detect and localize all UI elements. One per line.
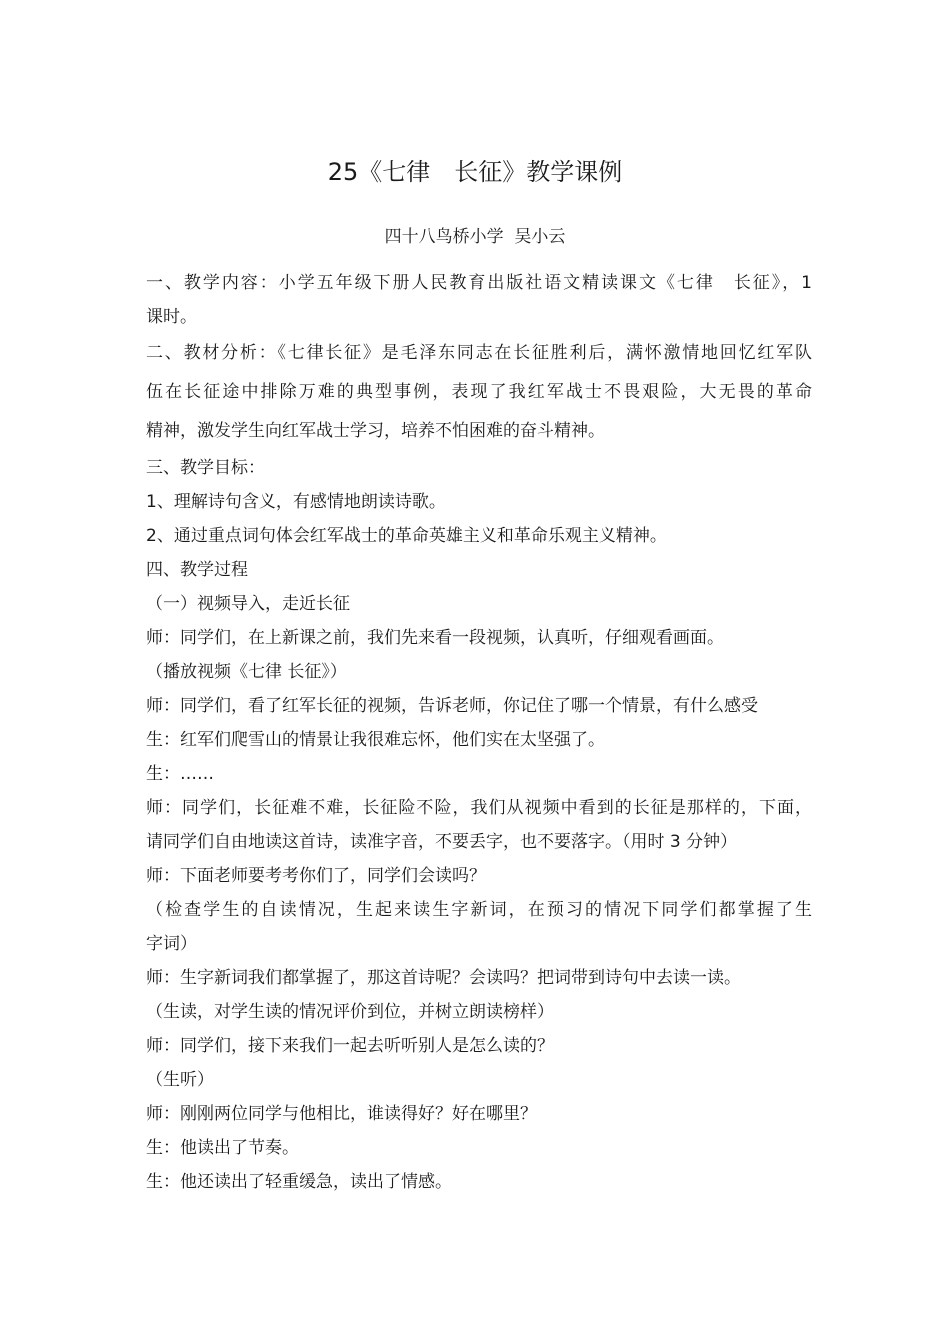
text-line: 课时。 bbox=[146, 307, 197, 327]
text-line: 师：生字新词我们都掌握了，那这首诗呢？会读吗？把词带到诗句中去读一读。 bbox=[146, 968, 741, 988]
text-line: 2、通过重点词句体会红军战士的革命英雄主义和革命乐观主义精神。 bbox=[146, 526, 667, 546]
text-line: 生：红军们爬雪山的情景让我很难忘怀，他们实在太坚强了。 bbox=[146, 730, 605, 750]
text-line: 伍在长征途中排除万难的典型事例，表现了我红军战士不畏艰险，大无畏的革命 bbox=[146, 382, 812, 402]
text-line: 1、理解诗句含义，有感情地朗读诗歌。 bbox=[146, 492, 446, 512]
text-line: 生：…… bbox=[146, 764, 214, 784]
text-line: 四、教学过程 bbox=[146, 560, 248, 580]
text-line: （一）视频导入，走近长征 bbox=[146, 594, 350, 614]
text-line: 请同学们自由地读这首诗，读准字音，不要丢字，也不要落字。（用时 3 分钟） bbox=[146, 832, 738, 852]
text-line: 精神，激发学生向红军战士学习，培养不怕困难的奋斗精神。 bbox=[146, 421, 605, 441]
text-line: 三、教学目标： bbox=[146, 458, 265, 478]
text-line: （播放视频《七律 长征》） bbox=[146, 662, 347, 682]
text-line: 一、教学内容：小学五年级下册人民教育出版社语文精读课文《七律 长征》，1 bbox=[146, 273, 812, 293]
text-line: 生：他读出了节奏。 bbox=[146, 1138, 299, 1158]
text-line: 字词） bbox=[146, 934, 197, 954]
text-line: 师：同学们，在上新课之前，我们先来看一段视频，认真听，仔细观看画面。 bbox=[146, 628, 724, 648]
text-line: 生：他还读出了轻重缓急，读出了情感。 bbox=[146, 1172, 452, 1192]
text-line: 师：下面老师要考考你们了，同学们会读吗？ bbox=[146, 866, 486, 886]
text-line: 师：同学们，长征难不难，长征险不险，我们从视频中看到的长征是那样的，下面， bbox=[146, 798, 812, 818]
text-line: 师：同学们，接下来我们一起去听听别人是怎么读的？ bbox=[146, 1036, 554, 1056]
text-line: （生读，对学生读的情况评价到位，并树立朗读榜样） bbox=[146, 1002, 554, 1022]
text-line: 二、教材分析：《七律长征》是毛泽东同志在长征胜利后，满怀激情地回忆红军队 bbox=[146, 343, 812, 363]
document-title: 25《七律 长征》教学课例 bbox=[327, 158, 623, 186]
text-line: （检查学生的自读情况，生起来读生字新词，在预习的情况下同学们都掌握了生 bbox=[146, 900, 812, 920]
document-body bbox=[146, 266, 812, 1199]
document-author: 四十八鸟桥小学 吴小云 bbox=[384, 227, 566, 247]
text-line: 师：同学们，看了红军长征的视频，告诉老师，你记住了哪一个情景，有什么感受 bbox=[146, 696, 758, 716]
text-line: 师：刚刚两位同学与他相比，谁读得好？好在哪里？ bbox=[146, 1104, 537, 1124]
text-line: （生听） bbox=[146, 1070, 214, 1090]
